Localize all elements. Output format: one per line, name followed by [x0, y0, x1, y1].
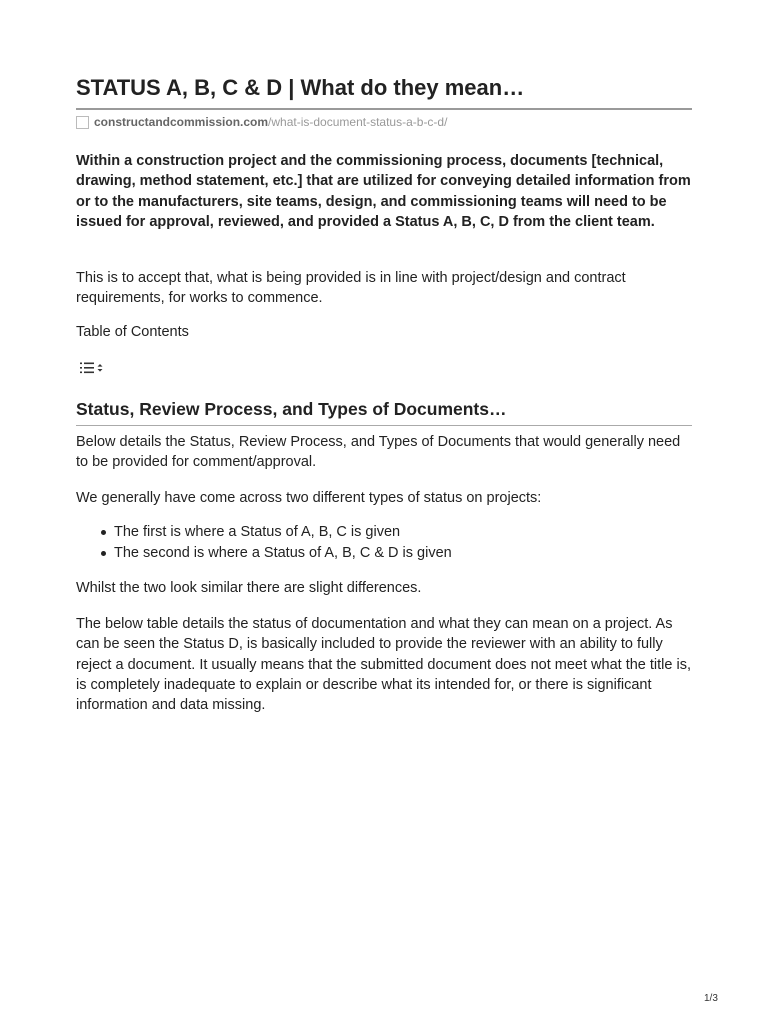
toc-label: Table of Contents	[76, 324, 189, 340]
source-domain[interactable]: constructandcommission.com	[94, 115, 269, 129]
section-paragraph-4: The below table details the status of documentation and what they can mean on a project. As can be seen the Status D, is basically included to provide the reviewer with an ability to fully reject a document. It usually means that the submitted document does not meet what the title is, is completely inadequate to explain or describe what its intended for, or there is significant information and data missing.	[76, 616, 691, 714]
list-item	[76, 543, 692, 564]
list-item-text: The first is where a Status of A, B, C is given	[114, 524, 401, 540]
section-paragraph-2: We generally have come across two different types of status on projects:	[76, 490, 542, 506]
page-title: STATUS A, B, C & D | What do they mean…	[76, 75, 525, 100]
status-list	[76, 522, 692, 563]
section-paragraph-3: Whilst the two look similar there are slight differences.	[76, 580, 422, 596]
list-item	[76, 522, 692, 543]
list-item-text: The second is where a Status of A, B, C & D is given	[114, 544, 452, 561]
section-heading: Status, Review Process, and Types of Documents…	[76, 399, 507, 419]
source-path[interactable]: /what-is-document-status-a-b-c-d/	[268, 115, 448, 129]
lead-paragraph: Within a construction project and the commissioning process, documents [technical, drawing, method statement, etc.] that are utilized for conveying detailed information from or to the manufacturers, site teams, design, and commissioning teams will need to be issued for approval, reviewed, and provided a Status A, B, C, D from the client team.	[76, 153, 691, 230]
source-link[interactable]	[76, 114, 447, 130]
section-paragraph-1: Below details the Status, Review Process, and Types of Documents that would generally need to be provided for comment/approval.	[76, 434, 681, 471]
intro-paragraph: This is to accept that, what is being provided is in line with project/design and contract requirements, for works to commence.	[76, 270, 626, 307]
page-number: 1/3	[704, 993, 718, 1004]
title-divider	[76, 108, 692, 110]
list-toggle-icon[interactable]	[80, 361, 106, 375]
bullet-icon	[101, 551, 106, 556]
section-divider	[76, 425, 692, 426]
favicon-icon	[76, 116, 89, 129]
bullet-icon	[101, 530, 106, 535]
